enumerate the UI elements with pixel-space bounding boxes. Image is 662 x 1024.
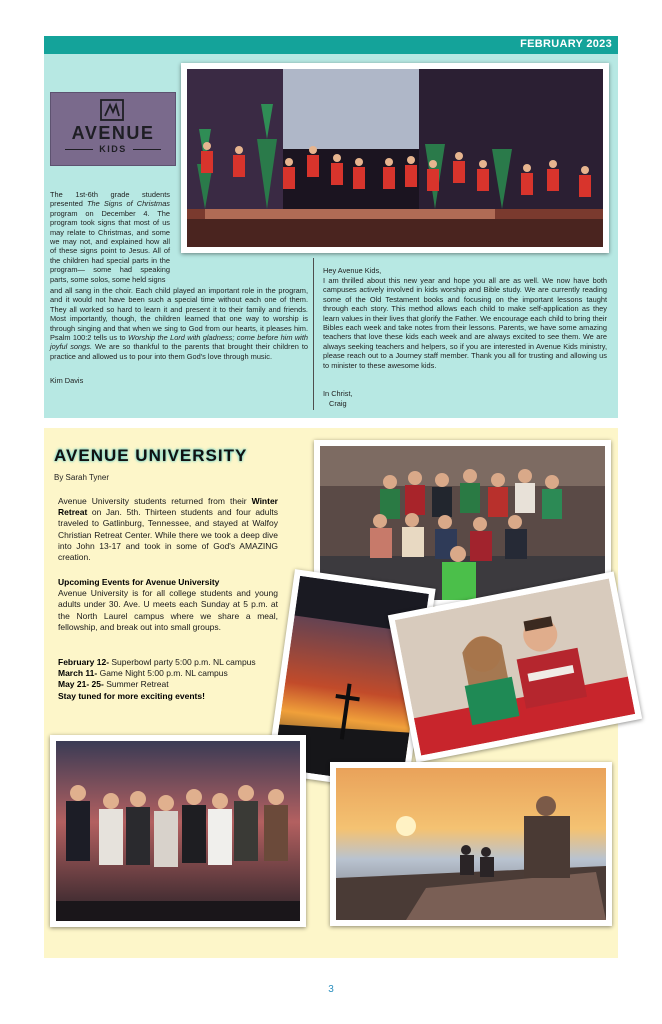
letter-greeting: Hey Avenue Kids,: [323, 266, 382, 275]
logo-word: AVENUE: [71, 123, 155, 143]
kids-article-body: [50, 286, 308, 361]
letter-name: Craig: [329, 399, 347, 408]
university-byline: By Sarah Tyner: [54, 473, 109, 482]
event-item: May 21- 25- Summer Retreat: [58, 679, 169, 690]
intro-rest: on Jan. 5th. Thirteen students and four adults traveled to Gatlinburg, Tennessee, and stayed at Walfoy Christian Retreat Center. While there we took a deep dive into John 13-17 and took in some of God's AMAZING creation.: [58, 507, 278, 563]
sunrise-photo: [330, 762, 612, 926]
header-bar: [44, 36, 618, 54]
kids-intro-rest: program on December 4. The program took signs that most of us may relate to Christmas, and some we may not, and explained how all of these signs point to Jesus. All of the children had special parts in the program— some had speaking parts, some solos, some held signs: [50, 208, 170, 284]
event-item: March 11- Game Night 5:00 p.m. NL campus: [58, 668, 228, 679]
letter-closing: In Christ,: [323, 389, 353, 398]
kids-signature: Kim Davis: [50, 376, 84, 385]
events-heading: Upcoming Events for Avenue University: [58, 577, 220, 587]
issue-date: FEBRUARY 2023: [520, 38, 612, 50]
events-body: Avenue University is for all college students and young adults under 30. Ave. U meets each Sunday at 5 p.m. at the North Laurel campus where we share a meal, fellowship, and break out into small groups.: [58, 588, 278, 632]
intro-lead: Avenue University students returned from their: [58, 496, 252, 506]
winter-retreat-label: Winter Retreat: [58, 496, 278, 518]
letter-body: I am thrilled about this new year and hope you all are as well. We now have both campuses actively involved in kids worship and Bible study. We are currently reading some of the Old Testament books and focusing on the important lessons taught through each story. This method allows each child to make self-application as they learn values in their lives that glorify the Father. We encourage each child to bring their Bibles each week and take notes from their lessons. Parents, we have some amazing teachers that love these kids each week and are always excited to see them. We are always seeking teachers and helpers, so if you are interested in Avenue Kids ministry, please reach out to a Journey staff member. Thank you all for trusting and allowing us to minister to these awesome kids.: [323, 276, 607, 370]
christmas-program-photo: [181, 63, 609, 253]
kids-intro-lead: The 1st-6th grade students presented: [50, 190, 170, 209]
program-title: The Signs of Christmas: [87, 199, 170, 209]
psalm-quote: Worship the Lord with gladness; come before him with joyful songs.: [50, 333, 308, 352]
events-closing: Stay tuned for more exciting events!: [58, 690, 205, 701]
kids-body-b: We are so thankful to the parents that brought their children to practice and allowed us to pour into them God's love through music.: [50, 342, 308, 361]
stage-scene: [187, 69, 603, 247]
avenue-kids-logo: [50, 92, 176, 166]
column-divider: [313, 258, 314, 410]
logo-rule-right: [133, 149, 161, 150]
university-title: AVENUE UNIVERSITY: [54, 446, 248, 465]
kids-article-intro: [50, 190, 170, 284]
night-group-photo: [50, 735, 306, 927]
event-list: [58, 657, 278, 702]
university-intro: [58, 496, 278, 563]
event-item: February 12- Superbowl party 5:00 p.m. NL campus: [58, 657, 256, 667]
logo-sub: KIDS: [99, 144, 127, 154]
page-number: 3: [328, 984, 334, 995]
upcoming-events: [58, 577, 278, 633]
logo-mark-icon: [100, 99, 124, 121]
kids-body-a: and all sang in the choir. Each child played an important role in the program, and it would not have been such a special time without each one of them. They all worked so hard to learn it and present it to their family and friends. Most importantly, though, the children learned that one way to worship is through singing and that when we sing to God from our hearts, it pleases him. Psalm 100:2 tells us to: [50, 286, 308, 343]
